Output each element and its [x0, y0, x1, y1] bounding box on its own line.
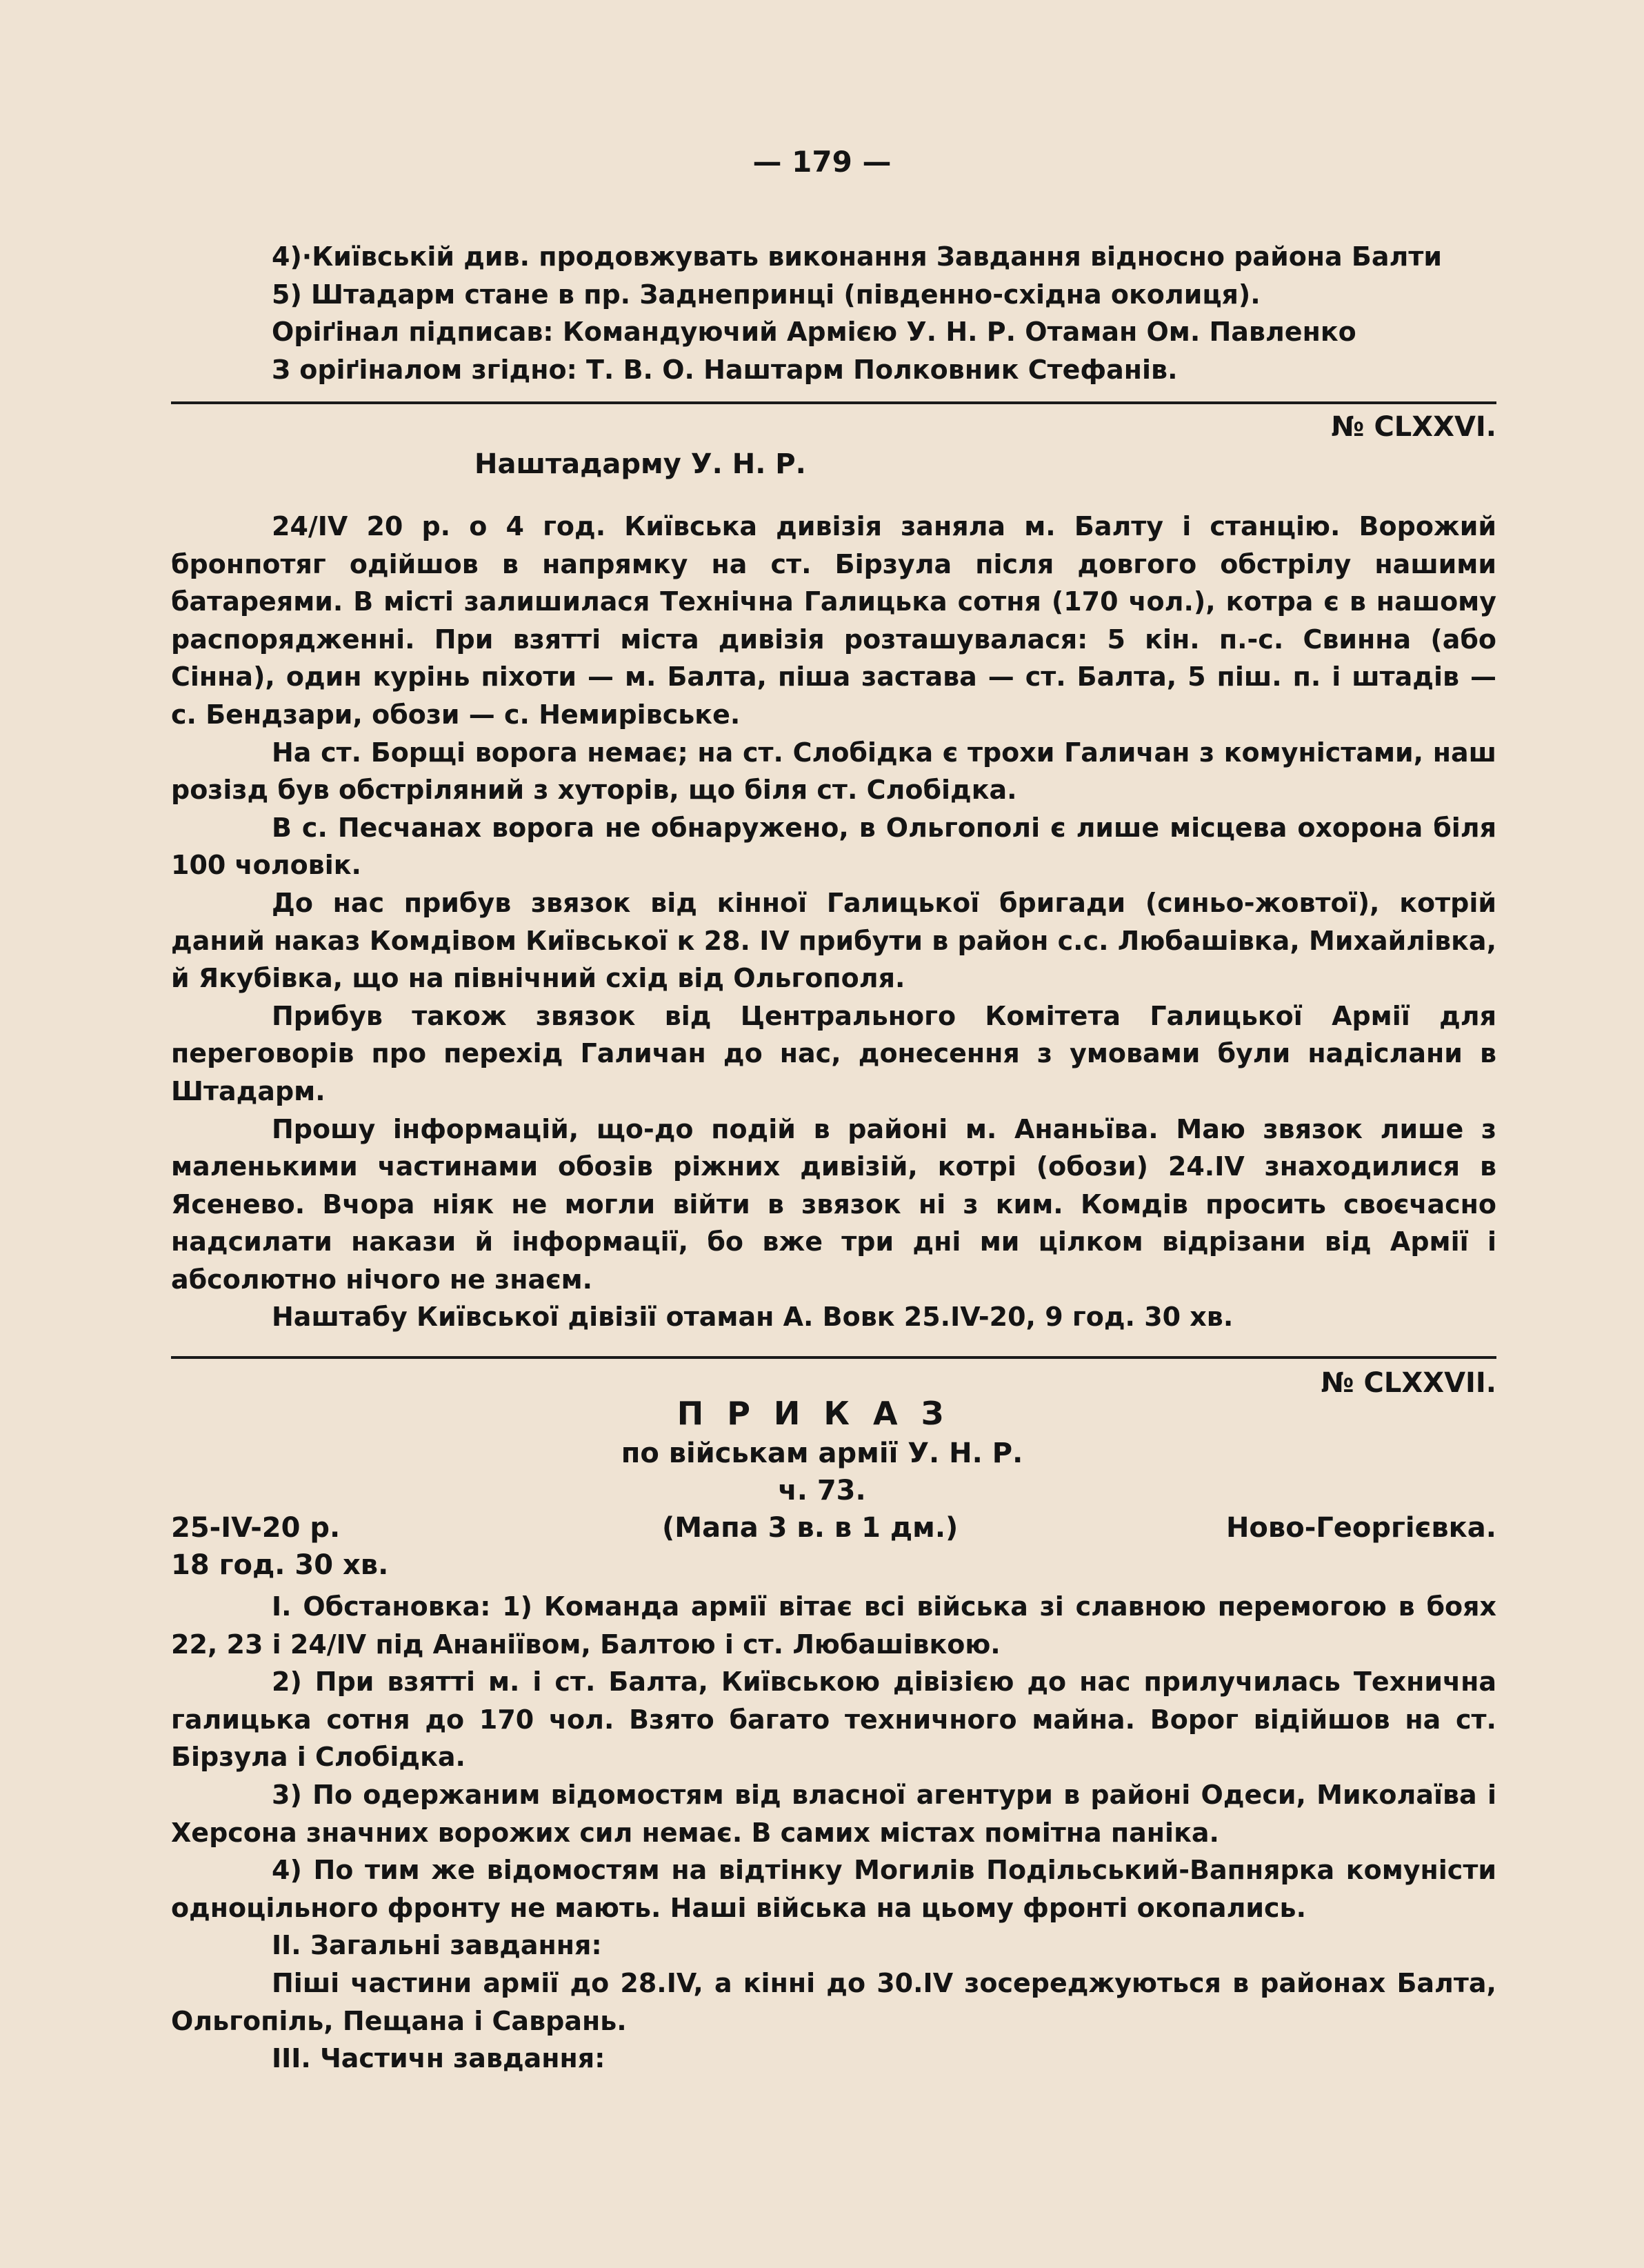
report-paragraph: Прошу інформацій, що-до подій в районі м. Ананьїва. Маю звязок лише з маленькими частинами обозів ріжних дивізій, котрі (обози) 24.IV знаходилися в Ясенево. Вчора ніяк не могли війти в звязок ні з ким. Комдів просить своєчасно надсилати накази й інформації, бо вже три дні ми цілком відрізани від Армії і абсолютно нічого не знаєм. — [171, 1113, 1496, 1295]
addressee: Наштадарму У. Н. Р. — [474, 448, 806, 480]
top-line-5: 5) Штадарм стане в пр. Заднепринці (південно-східна околиця). — [272, 279, 1261, 310]
order-paragraph: 2) При взятті м. і ст. Балта, Київською дівізією до нас прилучилась Технична галицька сотня до 170 чол. Взято багато техничного майна. Ворог відійшов на ст. Бірзула і Слобідка. — [171, 1667, 1496, 1773]
order-place: Ново-Георгієвка. — [1225, 1512, 1496, 1544]
top-block — [171, 238, 1496, 388]
order-heading: II. Загальні завдання: — [272, 1930, 602, 1961]
original-signed: Оріґінал підписав: Командуючий Армією У. Н. Р. Отаман Ом. Павленко — [272, 317, 1356, 348]
doc-number: № CLXXVII. — [1321, 1367, 1496, 1399]
report-body — [171, 508, 1496, 1336]
page-number: — 179 — — [752, 145, 892, 179]
order-map: (Мапа 3 в. в 1 дм.) — [662, 1512, 959, 1544]
certified-copy: З оріґіналом згідно: Т. В. О. Наштарм Полковник Стефанів. — [272, 354, 1178, 385]
report-signature: Наштабу Київської дівізії отаман А. Вовк 25.IV-20, 9 год. 30 хв. — [272, 1302, 1234, 1333]
order-part: ч. 73. — [778, 1475, 866, 1506]
top-line-4: 4)·Київській див. продовжувать виконання Завдання відносно района Балти — [272, 241, 1443, 272]
report-paragraph: В с. Песчанах ворога не обнаружено, в Ольгополі є лише місцева охорона біля 100 чоловік. — [171, 812, 1496, 881]
order-subtitle: по військам армії У. Н. Р. — [621, 1438, 1023, 1469]
order-paragraph: Піші частини армії до 28.IV, а кінні до 30.IV зосереджуються в районах Балта, Ольгопіль, Пещана і Саврань. — [171, 1967, 1496, 2036]
report-paragraph: 24/IV 20 р. о 4 год. Київська дивізія заняла м. Балту і станцію. Ворожий бронпотяг одійшов в напрямку на ст. Бірзула після довгого обстрілу нашими батареями. В місті залишилася Технічна Галицька сотня (170 чол.), котра є в нашому распорядженні. При взятті міста дивізія розташувалася: 5 кін. п.-с. Свинна (або Сінна), один курінь піхоти — м. Балта, піша застава — ст. Балта, 5 піш. п. і штадів — с. Бендзари, обози — с. Немирівське. — [171, 511, 1496, 730]
order-title: ПРИКАЗ — [676, 1395, 968, 1432]
order-paragraph: І. Обстановка: 1) Команда армії вітає всі війська зі славною перемогою в боях 22, 23 і 24/IV під Ананіївом, Балтою і ст. Любашівкою. — [171, 1591, 1496, 1660]
order-heading: III. Частичн завдання: — [272, 2043, 605, 2074]
order-paragraph: 4) По тим же відомостям на відтінку Могилів Подільський-Вапнярка комуністи одноцільного фронту не мають. Наші війська на цьому фронті окопались. — [171, 1855, 1496, 1923]
order-paragraph: 3) По одержаним відомостям від власної агентури в районі Одеси, Миколаїва і Херсона значних ворожих сил немає. В самих містах помітна паніка. — [171, 1779, 1496, 1848]
order-date: 25-IV-20 р. — [171, 1512, 341, 1544]
divider — [171, 1356, 1496, 1359]
report-paragraph: До нас прибув звязок від кінної Галицької бригади (синьо-жовтої), котрій даний наказ Комдівом Київської к 28. IV прибути в район с.с. Любашівка, Михайлівка, й Якубівка, що на північний схід від Ольгополя. — [171, 887, 1496, 994]
report-paragraph: Прибув також звязок від Центрального Комітета Галицької Армії для переговорів про перехід Галичан до нас, донесення з умовами були надіслани в Штадарм. — [171, 1000, 1496, 1106]
report-paragraph: На ст. Борщі ворога немає; на ст. Слобідка є трохи Галичан з комуністами, наш розізд був обстріляний з хуторів, що біля ст. Слобідка. — [171, 737, 1496, 806]
order-body — [171, 1588, 1496, 2078]
order-time: 18 год. 30 хв. — [171, 1549, 389, 1581]
doc-number: № CLXXVI. — [1331, 411, 1496, 443]
order-header-row — [171, 1512, 1496, 1549]
divider — [171, 401, 1496, 404]
